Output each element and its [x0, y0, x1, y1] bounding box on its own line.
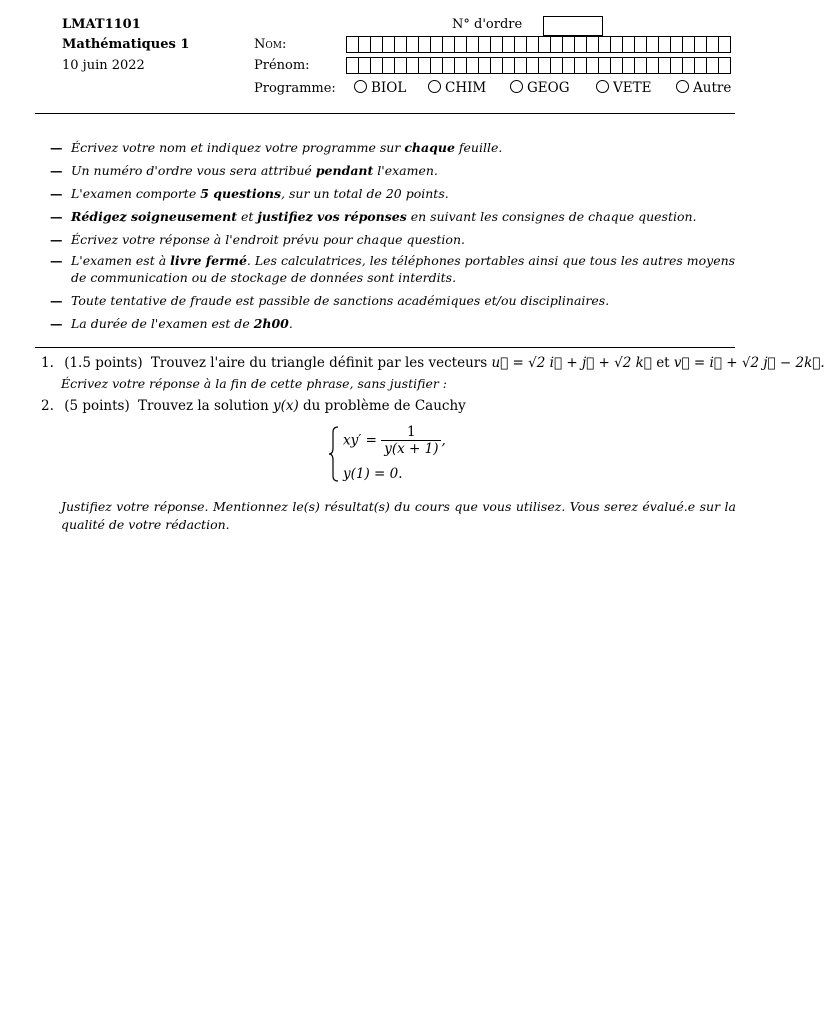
equation-1-fraction	[381, 424, 441, 457]
dash-bullet-icon: —	[50, 209, 63, 224]
question-2	[41, 398, 466, 414]
radio-circle-icon	[596, 80, 609, 93]
instruction-segment: L'examen comporte	[71, 186, 201, 201]
instruction-segment: L'examen est à	[71, 253, 171, 268]
question-1-number: 1.	[41, 355, 54, 371]
prenom-field[interactable]	[346, 57, 730, 74]
dash-bullet-icon: —	[50, 253, 63, 268]
equation-1: xy′ = $\frac{1}{y(x + 1)}$ ,	[343, 424, 446, 457]
instruction-item	[50, 162, 740, 179]
instruction-item	[50, 185, 740, 202]
instructions-divider	[35, 347, 735, 348]
instruction-text	[71, 315, 740, 332]
instruction-text	[71, 208, 740, 225]
equation-2: y(1) = 0.	[343, 466, 403, 482]
instruction-emphasis: chaque	[404, 140, 455, 155]
radio-circle-icon	[510, 80, 523, 93]
instruction-item	[50, 139, 740, 156]
instruction-segment: Écrivez votre nom et indiquez votre programme sur	[71, 140, 405, 155]
programme-option-vete[interactable]: VETE	[596, 80, 651, 96]
instruction-segment: Un numéro d'ordre vous sera attribué	[71, 163, 316, 178]
radio-circle-icon	[676, 80, 689, 93]
question-2-points: (5 points)	[64, 398, 130, 414]
equation-1-numerator: 1	[381, 424, 441, 441]
nom-field[interactable]	[346, 36, 730, 53]
instruction-segment: Toute tentative de fraude est passible de sanctions académiques et/ou disciplinaires.	[71, 293, 610, 308]
instruction-emphasis: 5 questions	[200, 186, 282, 201]
dash-bullet-icon: —	[50, 316, 63, 331]
dash-bullet-icon: —	[50, 232, 63, 247]
question-2-function: y(x)	[272, 398, 299, 414]
instruction-segment: . Les calculatrices, les téléphones portables ainsi que tous les autres moyens de communication ou de stockage de données sont interdits.	[71, 253, 736, 285]
programme-option-biol[interactable]: BIOL	[354, 80, 406, 96]
instruction-segment: l'examen.	[373, 163, 438, 178]
instruction-segment: en suivant les consignes de chaque question.	[406, 209, 697, 224]
question-1-points: (1.5 points)	[64, 355, 143, 371]
question-1-note: Écrivez votre réponse à la fin de cette phrase, sans justifier :	[61, 376, 448, 391]
instruction-item	[50, 208, 740, 225]
exam-date: 10 juin 2022	[62, 58, 145, 73]
question-1	[41, 355, 825, 371]
radio-circle-icon	[354, 80, 367, 93]
instruction-item	[50, 292, 740, 309]
nom-label: Nom:	[254, 37, 287, 52]
dash-bullet-icon: —	[50, 186, 63, 201]
instruction-segment: Écrivez votre réponse à l'endroit prévu pour chaque question.	[71, 232, 465, 247]
prenom-label: Prénom:	[254, 58, 310, 73]
question-2-text-after: du problème de Cauchy	[303, 398, 466, 414]
instruction-emphasis: Rédigez soigneusement	[71, 209, 237, 224]
radio-circle-icon	[428, 80, 441, 93]
course-code: LMAT1101	[62, 17, 141, 32]
question-1-text: Trouvez l'aire du triangle définit par les vecteurs	[150, 355, 488, 371]
instruction-item	[50, 252, 740, 286]
instruction-text	[71, 139, 740, 156]
order-number-box[interactable]	[543, 16, 603, 36]
question-2-number: 2.	[41, 398, 54, 414]
instruction-emphasis: justifiez vos réponses	[257, 209, 407, 224]
programme-option-autre[interactable]: Autre	[676, 80, 731, 96]
instruction-emphasis: pendant	[315, 163, 374, 178]
instruction-emphasis: 2h00	[253, 316, 289, 331]
instruction-text	[71, 292, 740, 309]
brace-icon	[329, 426, 339, 482]
dash-bullet-icon: —	[50, 140, 63, 155]
course-name: Mathématiques 1	[62, 37, 190, 52]
instruction-text	[71, 185, 740, 202]
instruction-item	[50, 315, 740, 332]
letter-box[interactable]	[718, 57, 731, 74]
order-number-label: N° d'ordre	[452, 17, 523, 32]
instruction-item	[50, 231, 740, 248]
instruction-segment: et	[237, 209, 258, 224]
instruction-text	[71, 252, 740, 286]
instruction-emphasis: livre fermé	[170, 253, 247, 268]
instruction-segment: feuille.	[454, 140, 503, 155]
question-1-vectors: u⃗ = √2 i⃗ + j⃗ + √2 k⃗ et v⃗ = i⃗ + √2 j⃗ − 2k⃗.	[491, 355, 825, 371]
instruction-segment: .	[288, 316, 293, 331]
instruction-text	[71, 162, 740, 179]
dash-bullet-icon: —	[50, 293, 63, 308]
dash-bullet-icon: —	[50, 163, 63, 178]
letter-box[interactable]	[718, 36, 731, 53]
instruction-segment: La durée de l'examen est de	[71, 316, 254, 331]
question-2-text: Trouvez la solution	[138, 398, 269, 414]
programme-option-geog[interactable]: GEOG	[510, 80, 570, 96]
equation-1-denominator: y(x + 1)	[384, 441, 439, 457]
programme-option-chim[interactable]: CHIM	[428, 80, 486, 96]
equation-1-lhs: xy′ =	[343, 432, 377, 449]
instruction-text	[71, 231, 740, 248]
instruction-segment: , sur un total de 20 points.	[281, 186, 449, 201]
question-2-note: Justifiez votre réponse. Mentionnez le(s) résultat(s) du cours que vous utilisez. Vous serez évalué.e sur la qualité de votre rédaction.	[61, 499, 736, 532]
header-divider	[35, 113, 735, 114]
programme-label: Programme:	[254, 81, 336, 96]
